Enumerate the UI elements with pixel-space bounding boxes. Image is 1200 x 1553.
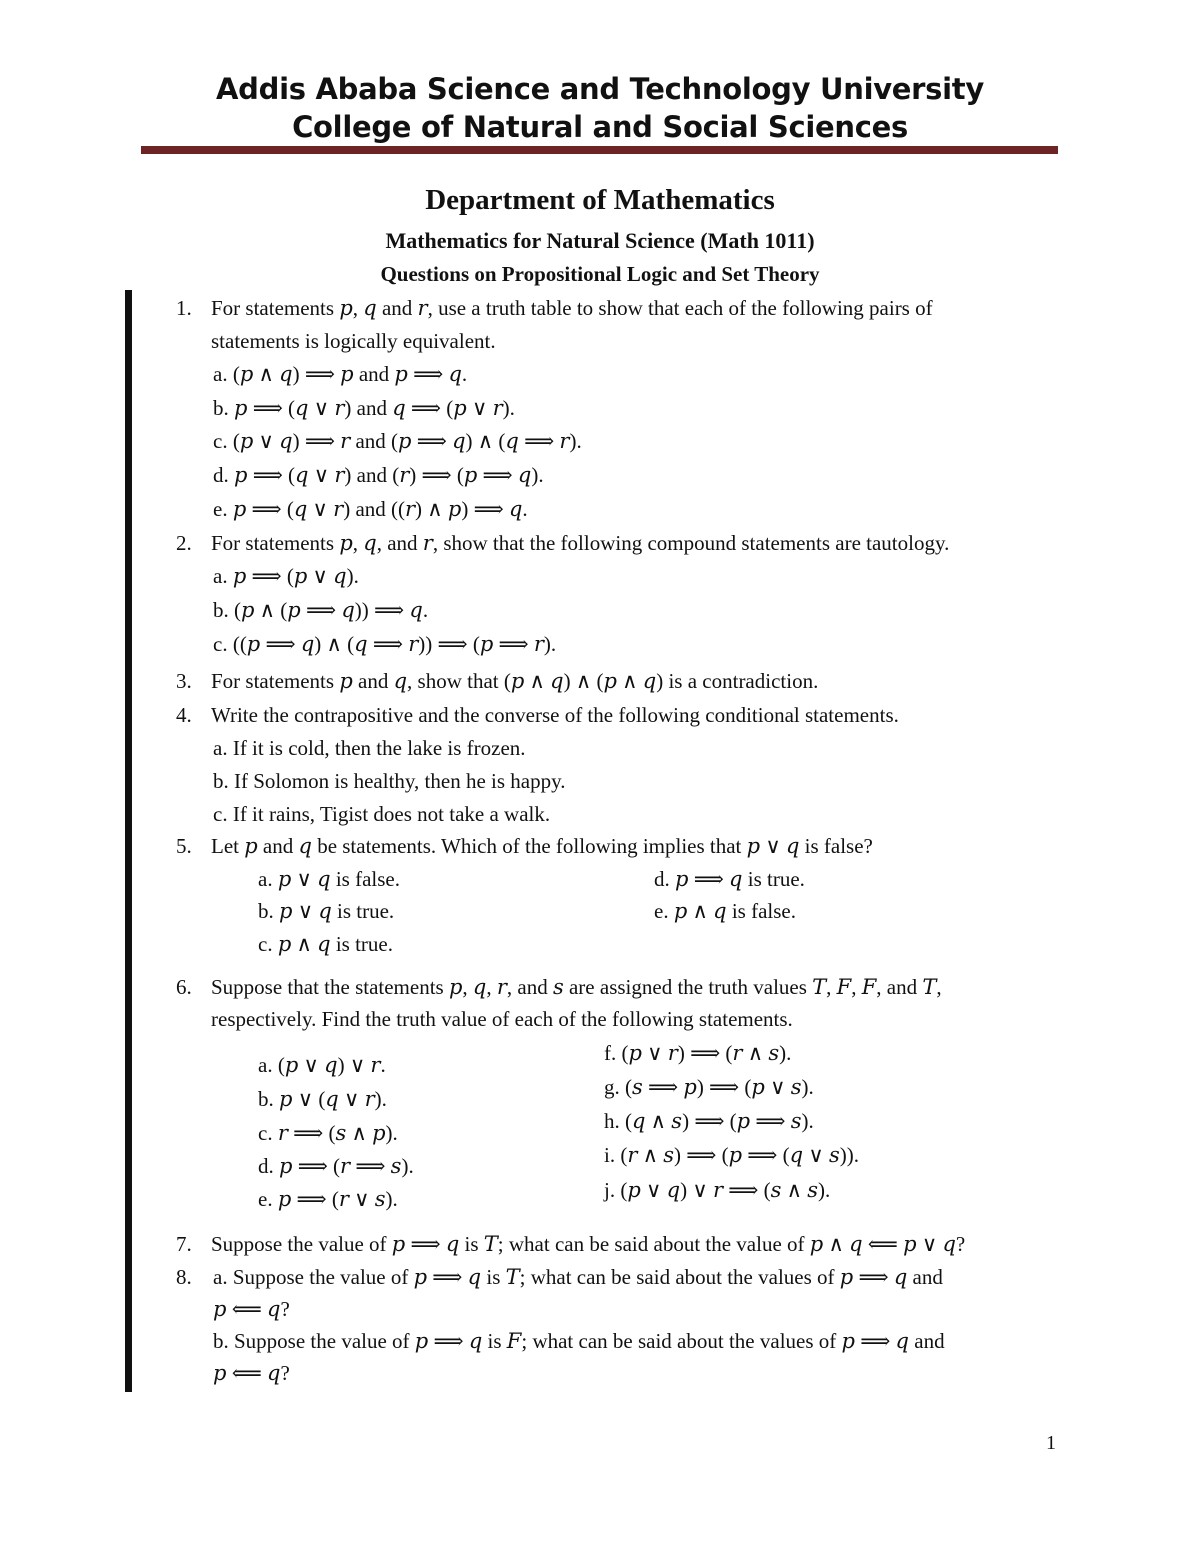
question-text: Suppose that the statements 𝑝, 𝑞, 𝑟, and 𝑠 are assigned the truth values 𝑇, 𝐹, 𝐹, and 𝑇, <box>211 975 942 999</box>
course-title: Mathematics for Natural Science (Math 1011) <box>385 228 815 253</box>
question-number: 3. <box>176 669 192 693</box>
question-text: Let 𝑝 and 𝑞 be statements. Which of the following implies that 𝑝 ∨ 𝑞 is false? <box>211 834 873 858</box>
option-item: g. (𝑠 ⟹ 𝑝) ⟹ (𝑝 ∨ 𝑠). <box>604 1075 814 1099</box>
department-title: Department of Mathematics <box>425 184 775 216</box>
option-item: a. (𝑝 ∨ 𝑞) ∨ 𝑟. <box>258 1053 386 1077</box>
question-line: d. 𝑝 ⟹ (𝑞 ∨ 𝑟) and (𝑟) ⟹ (𝑝 ⟹ 𝑞). <box>213 463 544 487</box>
option-item: f. (𝑝 ∨ 𝑟) ⟹ (𝑟 ∧ 𝑠). <box>604 1041 792 1065</box>
question-line: a. (𝑝 ∧ 𝑞) ⟹ 𝑝 and 𝑝 ⟹ 𝑞. <box>213 362 468 386</box>
question-line: a. 𝑝 ⟹ (𝑝 ∨ 𝑞). <box>213 564 359 588</box>
option-item: d. 𝑝 ⟹ 𝑞 is true. <box>654 867 805 891</box>
option-item: e. 𝑝 ⟹ (𝑟 ∨ 𝑠). <box>258 1187 398 1211</box>
option-item: b. 𝑝 ∨ 𝑞 is true. <box>258 899 395 923</box>
question-line: c. (𝑝 ∨ 𝑞) ⟹ 𝑟 and (𝑝 ⟹ 𝑞) ∧ (𝑞 ⟹ 𝑟). <box>213 429 582 453</box>
question-text: Suppose the value of 𝑝 ⟹ 𝑞 is 𝑇; what can be said about the value of 𝑝 ∧ 𝑞 ⟸ 𝑝 ∨ 𝑞? <box>211 1232 966 1256</box>
question-text: Write the contrapositive and the converse of the following conditional statements. <box>211 703 899 727</box>
question-line: b. (𝑝 ∧ (𝑝 ⟹ 𝑞)) ⟹ 𝑞. <box>213 598 429 622</box>
question-line: e. 𝑝 ⟹ (𝑞 ∨ 𝑟) and ((𝑟) ∧ 𝑝) ⟹ 𝑞. <box>213 497 528 521</box>
question-line: a. If it is cold, then the lake is frozen. <box>213 736 526 760</box>
option-item: j. (𝑝 ∨ 𝑞) ∨ 𝑟 ⟹ (𝑠 ∧ 𝑠). <box>604 1178 831 1202</box>
option-item: b. 𝑝 ∨ (𝑞 ∨ 𝑟). <box>258 1087 387 1111</box>
option-item: e. 𝑝 ∧ 𝑞 is false. <box>654 899 796 923</box>
question-line: b. 𝑝 ⟹ (𝑞 ∨ 𝑟) and 𝑞 ⟹ (𝑝 ∨ 𝑟). <box>213 396 515 420</box>
question-line: b. If Solomon is healthy, then he is happy. <box>213 769 566 793</box>
question-number: 2. <box>176 531 192 555</box>
question-number: 6. <box>176 975 192 999</box>
question-number: 5. <box>176 834 192 858</box>
question-number: 7. <box>176 1232 192 1256</box>
left-margin-bar <box>125 290 132 1392</box>
question-text: b. Suppose the value of 𝑝 ⟹ 𝑞 is 𝐹; what can be said about the values of 𝑝 ⟹ 𝑞 and <box>213 1329 945 1353</box>
header-rule <box>141 146 1058 154</box>
option-item: a. 𝑝 ∨ 𝑞 is false. <box>258 867 400 891</box>
page-number: 1 <box>1046 1432 1056 1454</box>
question-number: 1. <box>176 296 192 320</box>
option-item: d. 𝑝 ⟹ (𝑟 ⟹ 𝑠). <box>258 1154 414 1178</box>
question-number: 8. <box>176 1265 192 1289</box>
university-name: Addis Ababa Science and Technology University <box>216 72 984 106</box>
question-number: 4. <box>176 703 192 727</box>
question-line: 𝑝 ⟸ 𝑞? <box>213 1361 290 1385</box>
question-text: For statements 𝑝, 𝑞 and 𝑟, use a truth table to show that each of the following pairs of <box>211 296 933 320</box>
question-line: statements is logically equivalent. <box>211 329 496 353</box>
college-name: College of Natural and Social Sciences <box>292 110 908 144</box>
option-item: c. 𝑟 ⟹ (𝑠 ∧ 𝑝). <box>258 1121 398 1145</box>
question-line: c. If it rains, Tigist does not take a walk. <box>213 802 551 826</box>
option-item: h. (𝑞 ∧ 𝑠) ⟹ (𝑝 ⟹ 𝑠). <box>604 1109 814 1133</box>
question-text: For statements 𝑝 and 𝑞, show that (𝑝 ∧ 𝑞) ∧ (𝑝 ∧ 𝑞) is a contradiction. <box>211 669 819 693</box>
question-line: respectively. Find the truth value of each of the following statements. <box>211 1007 793 1031</box>
question-text: For statements 𝑝, 𝑞, and 𝑟, show that the following compound statements are tautology. <box>211 531 950 555</box>
option-item: c. 𝑝 ∧ 𝑞 is true. <box>258 932 393 956</box>
worksheet-title: Questions on Propositional Logic and Set Theory <box>380 262 820 286</box>
question-line: 𝑝 ⟸ 𝑞? <box>213 1297 290 1321</box>
question-line: c. ((𝑝 ⟹ 𝑞) ∧ (𝑞 ⟹ 𝑟)) ⟹ (𝑝 ⟹ 𝑟). <box>213 632 557 656</box>
option-item: i. (𝑟 ∧ 𝑠) ⟹ (𝑝 ⟹ (𝑞 ∨ 𝑠)). <box>604 1143 859 1167</box>
question-text: a. Suppose the value of 𝑝 ⟹ 𝑞 is 𝑇; what can be said about the values of 𝑝 ⟹ 𝑞 and <box>213 1265 943 1289</box>
